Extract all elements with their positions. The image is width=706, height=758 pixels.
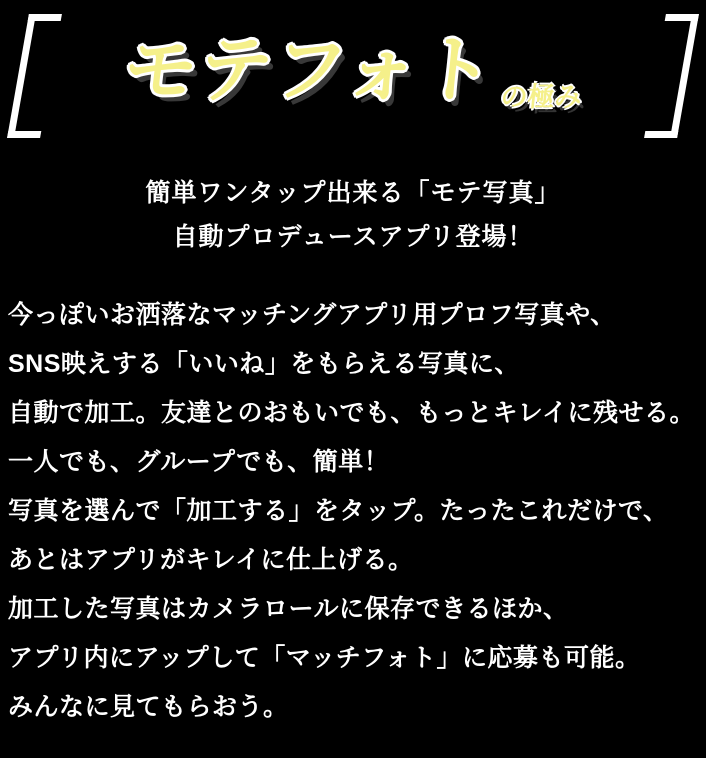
body-line: アプリ内にアップして「マッチフォト」に応募も可能。	[8, 643, 641, 672]
lead-line-2: 自動プロデュースアプリ登場！	[172, 222, 534, 251]
title-block	[0, 0, 706, 140]
body-line: みんなに見てもらおう。	[8, 692, 289, 721]
body-line: 加工した写真はカメラロールに保存できるほか、	[8, 594, 569, 623]
lead-copy	[0, 172, 706, 260]
bracket-left-icon	[7, 14, 62, 138]
body-line: 一人でも、グループでも、簡単！	[8, 447, 390, 476]
body-line: あとはアプリがキレイに仕上げる。	[8, 545, 414, 574]
body-copy	[0, 294, 706, 729]
bracket-right-icon	[644, 14, 699, 138]
page-title: モテフォト	[119, 29, 500, 111]
body-line: 写真を選んで「加工する」をタップ。たったこれだけで、	[8, 496, 669, 525]
page-title-suffix: の極み	[499, 82, 584, 112]
lead-line-1: 簡単ワンタップ出来る「モテ写真」	[145, 179, 561, 207]
body-line: SNS映えする「いいね」をもらえる写真に、	[8, 349, 520, 378]
body-line: 今っぽいお洒落なマッチングアプリ用プロフ写真や、	[8, 300, 616, 329]
body-line: 自動で加工。友達とのおもいでも、もっとキレイに残せる。	[8, 398, 696, 427]
